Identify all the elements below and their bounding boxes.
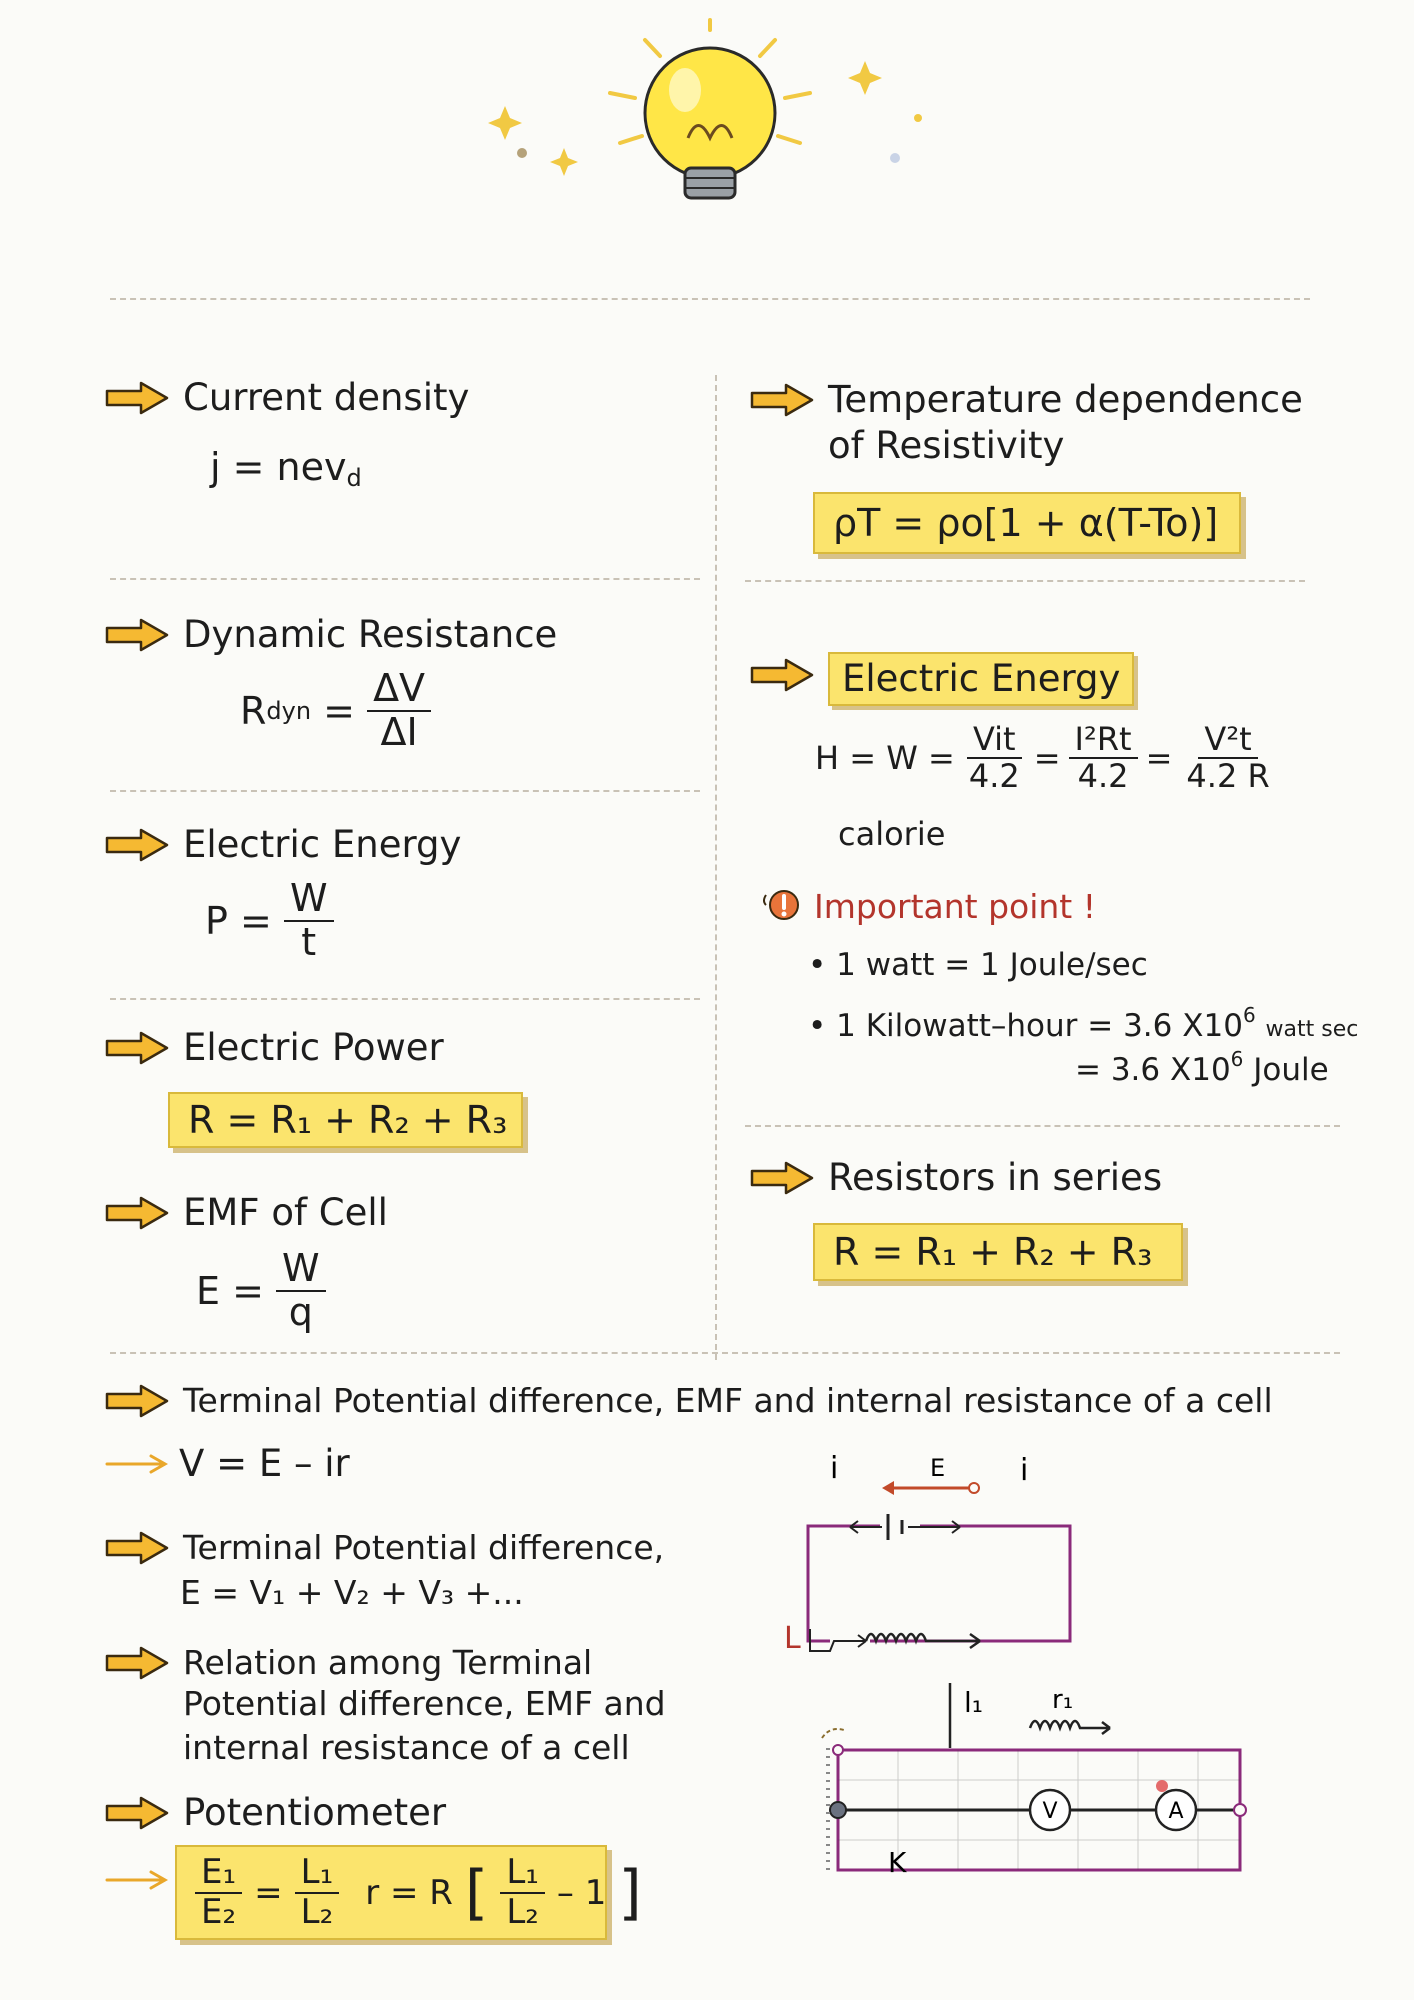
- electric-power-heading: Electric Power: [105, 1025, 444, 1071]
- bottom-divider: [110, 1352, 1340, 1354]
- current-density-formula: j = nev$_d$: [210, 445, 362, 492]
- divider: [110, 578, 700, 580]
- circuit-label-i-right: i: [1020, 1453, 1029, 1488]
- arrow-icon: [105, 828, 169, 862]
- bullet-kilowatt-hour: • 1 Kilowatt–hour = 3.6 $X10^6$ watt sec: [808, 1003, 1359, 1044]
- terminal-voltage-line: V = E – ir: [105, 1442, 350, 1485]
- electric-energy-formula: P = $\frac{W}{t}$: [205, 878, 334, 964]
- top-divider: [110, 298, 1310, 300]
- arrow-icon: [105, 1531, 169, 1565]
- thin-arrow-icon: [105, 1868, 169, 1892]
- emf-heading: EMF of Cell: [105, 1190, 388, 1236]
- bullet-joule: = 3.6 $X10^6$ Joule: [1075, 1047, 1329, 1088]
- important-point-heading: Important point !: [760, 885, 1096, 927]
- electric-energy-heading: Electric Energy: [105, 822, 461, 868]
- divider: [110, 998, 700, 1000]
- resistors-series-heading: Resistors in series: [750, 1155, 1162, 1201]
- light-bulb-icon: [440, 18, 980, 218]
- circuit-label-l1: l₁: [964, 1686, 984, 1719]
- dynamic-resistance-formula: R dyn = $\frac{\Delta V}{\Delta I}$: [240, 668, 431, 754]
- ammeter-label: A: [1168, 1799, 1184, 1824]
- sum-voltage-formula: E = V₁ + V₂ + V₃ +...: [180, 1573, 524, 1612]
- relation-heading: Relation among Terminal: [105, 1640, 592, 1686]
- arrow-icon: [105, 1031, 169, 1065]
- bullet-watt: • 1 watt = 1 Joule/sec: [808, 947, 1148, 983]
- arrow-icon: [750, 383, 814, 417]
- voltmeter-label: V: [1042, 1799, 1058, 1824]
- arrow-icon: [105, 1196, 169, 1230]
- temperature-heading-line2: of Resistivity: [828, 424, 1065, 467]
- electric-power-formula-box: R = R₁ + R₂ + R₃: [168, 1092, 523, 1148]
- circuit-label-l: L: [784, 1621, 801, 1656]
- potentiometer-circuit-diagram: [770, 1448, 1270, 1878]
- divider: [110, 790, 700, 792]
- temperature-heading: Temperature dependence: [750, 377, 1303, 423]
- current-density-heading: Current density: [105, 375, 469, 421]
- arrow-icon: [750, 658, 814, 692]
- circuit-label-i-left: i: [830, 1451, 839, 1486]
- electric-energy-heat-heading: Electric Energy: [750, 652, 1134, 706]
- column-divider: [715, 375, 717, 1360]
- emf-formula: E = $\frac{W}{q}$: [196, 1248, 326, 1334]
- arrow-icon: [105, 381, 169, 415]
- resistivity-formula-box: ρT = ρo[1 + α(T-To)]: [813, 492, 1241, 554]
- circuit-label-e: E: [930, 1454, 946, 1482]
- series-formula-box: R = R₁ + R₂ + R₃: [813, 1223, 1183, 1281]
- alert-icon: [760, 885, 802, 927]
- circuit-label-k: K: [888, 1846, 907, 1878]
- relation-line3: internal resistance of a cell: [183, 1728, 630, 1767]
- arrow-icon: [105, 1384, 169, 1418]
- calorie-unit: calorie: [838, 815, 946, 853]
- divider: [745, 580, 1305, 582]
- potentiometer-heading: Potentiometer: [105, 1790, 446, 1836]
- arrow-icon: [750, 1161, 814, 1195]
- arrow-icon: [105, 1646, 169, 1680]
- thin-arrow-icon: [105, 1452, 169, 1476]
- potentiometer-formula-box: $\frac{\text{E₁}}{\text{E₂}}$ = $\frac{\text{L₁}}{\text{L₂}}$ r = R [ $\frac{\text{L₁}}{\text{L₂}}$ – 1 ]: [175, 1845, 607, 1940]
- heat-energy-formula: H = W = $\frac{\text{Vit}}{4.2}$ = $\frac{\text{I²Rt}}{4.2}$ = $\frac{\text{V²t}}{4.2 R}$: [815, 720, 1270, 796]
- relation-line2: Potential difference, EMF and: [183, 1684, 666, 1723]
- divider: [745, 1125, 1340, 1127]
- terminal-pd-heading: Terminal Potential difference,: [105, 1525, 664, 1571]
- circuit-label-r1: r₁: [1052, 1685, 1074, 1715]
- terminal-heading: Terminal Potential difference, EMF and internal resistance of a cell: [105, 1378, 1273, 1424]
- arrow-icon: [105, 618, 169, 652]
- dynamic-resistance-heading: Dynamic Resistance: [105, 612, 557, 658]
- arrow-icon: [105, 1796, 169, 1830]
